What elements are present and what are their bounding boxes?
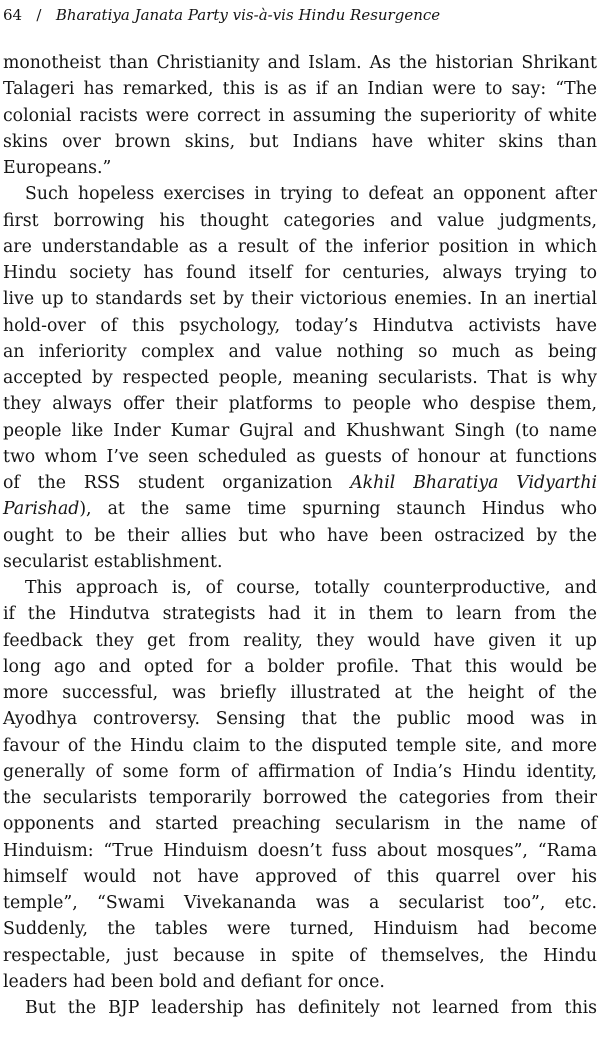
text-segment: more successful, was briefly illustrated at the height of the bbox=[3, 683, 597, 703]
text-segment: if the Hindutva strategists had it in them to learn from the bbox=[3, 604, 597, 625]
text-line bbox=[3, 496, 597, 522]
text-segment: are understandable as a result of the inferior position in which bbox=[3, 236, 597, 257]
italic-text: Parishad bbox=[3, 499, 80, 520]
text-line bbox=[3, 916, 597, 942]
text-line bbox=[3, 575, 597, 601]
text-line bbox=[3, 969, 597, 995]
text-segment: Suddenly, the tables were turned, Hinduism had become bbox=[3, 919, 597, 940]
text-segment: two whom I’ve seen scheduled as guests of honour at functions bbox=[3, 446, 597, 467]
text-segment: accepted by respected people, meaning secularists. That is why bbox=[3, 368, 597, 388]
text-line bbox=[3, 286, 597, 312]
text-line bbox=[3, 155, 597, 181]
header-separator: / bbox=[36, 6, 42, 24]
text-line bbox=[3, 470, 597, 496]
text-line bbox=[3, 601, 597, 627]
page-number: 64 bbox=[3, 6, 23, 24]
text-line bbox=[3, 995, 597, 1021]
text-line bbox=[3, 680, 597, 706]
text-segment: first borrowing his thought categories and value judgments, bbox=[3, 210, 597, 231]
text-segment: long ago and opted for a bolder profile. That this would be bbox=[3, 656, 597, 677]
text-segment: favour of the Hindu claim to the disputed temple site, and more bbox=[3, 735, 597, 756]
text-segment: skins over brown skins, but Indians have whiter skins than bbox=[3, 131, 597, 152]
text-segment: leaders had been bold and defiant for once. bbox=[3, 971, 385, 992]
text-segment: Ayodhya controversy. Sensing that the public mood was in bbox=[3, 709, 597, 730]
text-segment: the secularists temporarily borrowed the categories from their bbox=[3, 788, 597, 808]
italic-text: Akhil Bharatiya Vidyarthi bbox=[350, 473, 597, 493]
text-segment: himself would not have approved of this quarrel over his bbox=[3, 866, 597, 887]
text-segment: respectable, just because in spite of themselves, the Hindu bbox=[3, 945, 597, 966]
text-line bbox=[3, 50, 597, 76]
text-segment: secularist establishment. bbox=[3, 551, 223, 572]
text-line bbox=[3, 733, 597, 759]
running-header bbox=[3, 5, 593, 25]
text-line bbox=[3, 811, 597, 837]
text-line bbox=[3, 260, 597, 286]
text-segment: ), at the same time spurning staunch Hindus who bbox=[79, 499, 597, 520]
text-line bbox=[3, 391, 597, 417]
text-line bbox=[3, 76, 597, 102]
text-line bbox=[3, 181, 597, 207]
text-segment: an inferiority complex and value nothing so much as being bbox=[3, 341, 597, 362]
text-line bbox=[3, 418, 597, 444]
text-line bbox=[3, 838, 597, 864]
text-segment: live up to standards set by their victorious enemies. In an inertial bbox=[3, 289, 597, 310]
text-segment: ought to be their allies but who have been ostracized by the bbox=[3, 525, 597, 546]
text-segment: opponents and started preaching secularism in the name of bbox=[3, 814, 597, 835]
text-line bbox=[3, 864, 597, 890]
text-line bbox=[3, 706, 597, 732]
text-segment: feedback they get from reality, they would have given it up bbox=[3, 630, 597, 651]
text-line bbox=[3, 628, 597, 654]
text-line bbox=[3, 313, 597, 339]
text-line bbox=[3, 444, 597, 470]
text-line bbox=[3, 654, 597, 680]
text-segment: hold-over of this psychology, today’s Hindutva activists have bbox=[3, 315, 597, 336]
text-segment: Such hopeless exercises in trying to defeat an opponent after bbox=[25, 184, 597, 205]
text-line bbox=[3, 890, 597, 916]
text-line bbox=[3, 759, 597, 785]
text-segment: Europeans.” bbox=[3, 158, 112, 178]
body-text bbox=[3, 50, 597, 1021]
text-line bbox=[3, 549, 597, 575]
text-segment: people like Inder Kumar Gujral and Khushwant Singh (to name bbox=[3, 420, 597, 441]
text-segment: they always offer their platforms to people who despise them, bbox=[3, 394, 597, 415]
text-segment: Talageri has remarked, this is as if an Indian were to say: “The bbox=[3, 79, 597, 100]
text-segment: But the BJP leadership has definitely not learned from this bbox=[25, 998, 597, 1018]
text-line bbox=[3, 103, 597, 129]
text-line bbox=[3, 365, 597, 391]
text-segment: of the RSS student organization bbox=[3, 473, 351, 493]
running-title: Bharatiya Janata Party vis-à-vis Hindu Resurgence bbox=[55, 6, 441, 24]
text-line bbox=[3, 234, 597, 260]
text-line bbox=[3, 943, 597, 969]
text-line bbox=[3, 523, 597, 549]
text-segment: colonial racists were correct in assuming the superiority of white bbox=[3, 105, 597, 126]
text-line bbox=[3, 129, 597, 155]
text-segment: Hindu society has found itself for centuries, always trying to bbox=[3, 263, 597, 283]
text-segment: monotheist than Christianity and Islam. As the historian Shrikant bbox=[3, 53, 597, 73]
text-line bbox=[3, 339, 597, 365]
text-line bbox=[3, 785, 597, 811]
text-segment: This approach is, of course, totally counterproductive, and bbox=[25, 578, 597, 598]
text-segment: Hinduism: “True Hinduism doesn’t fuss about mosques”, “Rama bbox=[3, 840, 597, 861]
text-segment: temple”, “Swami Vivekananda was a secularist too”, etc. bbox=[3, 893, 597, 913]
text-line bbox=[3, 208, 597, 234]
text-segment: generally of some form of affirmation of India’s Hindu identity, bbox=[3, 761, 597, 782]
